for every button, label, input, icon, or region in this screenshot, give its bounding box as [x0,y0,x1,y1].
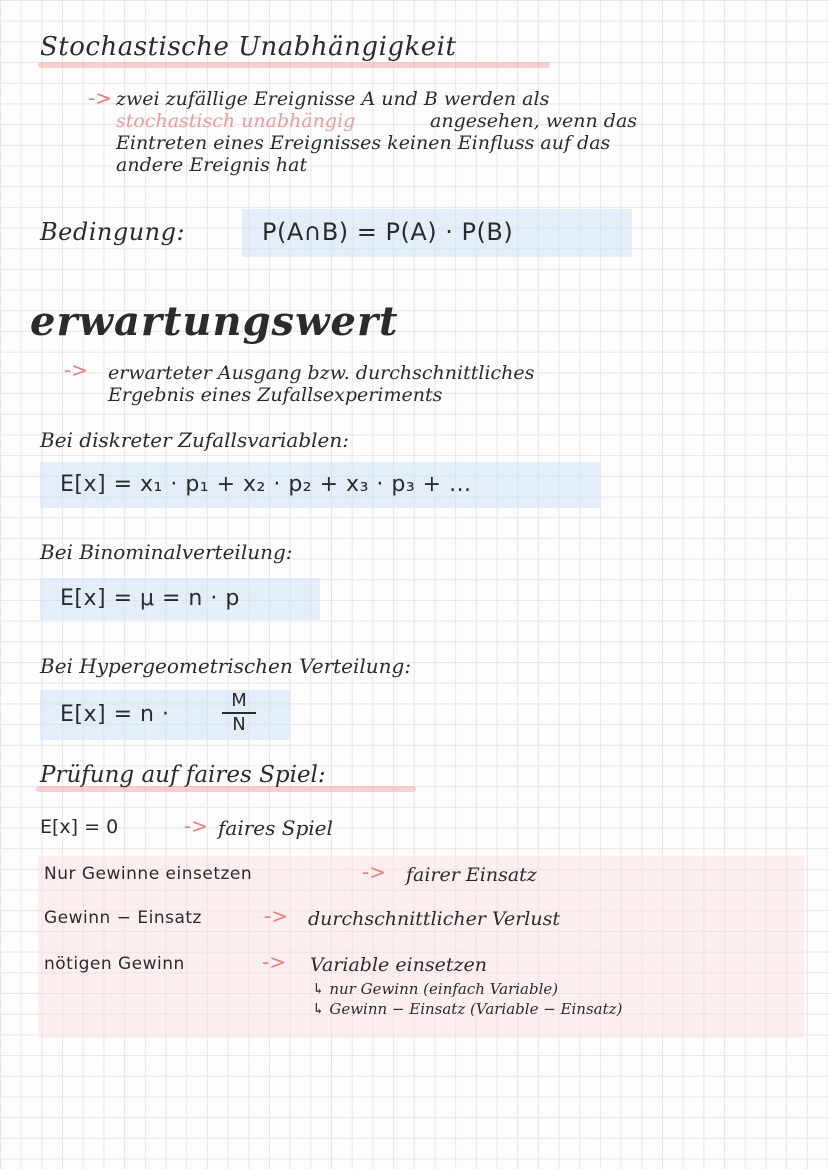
definition-line-3: Eintreten eines Ereignisses keinen Einfluss auf das [116,132,611,154]
discrete-label: Bei diskreter Zufallsvariablen: [40,428,349,452]
definition-line-2: Ergebnis eines Zufallsexperiments [108,384,443,406]
rule-3-left: Gewinn − Einsatz [44,908,202,928]
definition-line-1: erwarteter Ausgang bzw. durchschnittliches [108,362,535,384]
discrete-formula: E[x] = x₁ · p₁ + x₂ · p₂ + x₃ · p₃ + ... [60,472,472,497]
fraction-numerator: M [231,690,247,711]
arrow-icon: -> [362,860,386,884]
arrow-icon: -> [184,814,208,838]
title-highlight [38,62,550,68]
rule-4-sub-2: ↳ Gewinn − Einsatz (Variable − Einsatz) [312,1000,623,1018]
hypergeometric-formula: E[x] = n · [60,702,170,727]
condition-label: Bedingung: [40,218,186,246]
condition-formula: P(A∩B) = P(A) · P(B) [262,218,514,246]
arrow-icon: -> [88,86,112,110]
definition-line-4: andere Ereignis hat [116,154,308,176]
section-title-faires-spiel: Prüfung auf faires Spiel: [40,762,326,788]
section-title-erwartungswert: erwartungswert [30,298,399,345]
definition-line-1: zwei zufällige Ereignisse A und B werden als [116,88,550,110]
arrow-icon: -> [262,950,286,974]
rule-1-left: E[x] = 0 [40,816,119,838]
rule-4-left: nötigen Gewinn [44,954,185,974]
fraction-denominator: N [232,714,246,735]
rule-1-right: faires Spiel [218,816,333,840]
rule-4-sub-1: ↳ nur Gewinn (einfach Variable) [312,980,559,998]
binomial-label: Bei Binominalverteilung: [40,540,293,564]
rule-3-right: durchschnittlicher Verlust [308,908,560,930]
hypergeometric-label: Bei Hypergeometrischen Verteilung: [40,654,412,678]
rule-2-right: fairer Einsatz [406,864,537,886]
arrow-icon: -> [264,904,288,928]
arrow-icon: -> [64,358,88,382]
section-title-unabhaengigkeit: Stochastische Unabhängigkeit [40,32,457,62]
rule-2-left: Nur Gewinne einsetzen [44,864,253,884]
binomial-formula: E[x] = μ = n · p [60,586,240,611]
definition-highlight-term: stochastisch unabhängig [116,110,356,132]
definition-line-2: angesehen, wenn das [430,110,638,132]
rule-4-right: Variable einsetzen [310,954,487,976]
